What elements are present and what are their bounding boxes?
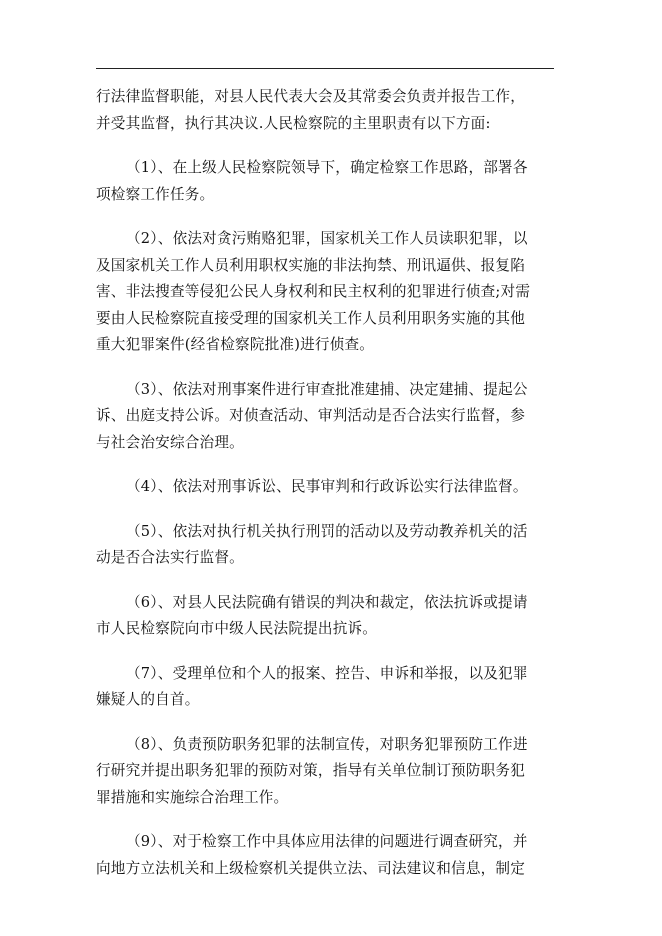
- text-line: 要由人民检察院直接受理的国家机关工作人员利用职务实施的其他: [96, 309, 526, 327]
- list-item-7: [96, 661, 566, 714]
- list-item-5: [96, 519, 566, 572]
- text-line: （9）、对于检察工作中具体应用法律的问题进行调查研究，并: [126, 833, 528, 850]
- text-line: （1）、在上级人民检察院领导下，确定检察工作思路，部署各: [126, 159, 528, 176]
- text-line: 向地方立法机关和上级检察机关提供立法、司法建议和信息，制定: [96, 859, 526, 877]
- text-line: （3）、依法对刑事案件进行审查批准建捕、决定建捕、提起公: [126, 380, 528, 398]
- text-line: 市人民检察院向市中级人民法院提出抗诉。: [96, 620, 378, 637]
- text-line: 罪措施和实施综合治理工作。: [96, 788, 289, 806]
- list-item-8: [96, 732, 566, 812]
- text-line: （8）、负责预防职务犯罪的法制宣传，对职务犯罪预防工作进: [126, 735, 528, 753]
- list-item-3: [96, 377, 566, 457]
- text-line: 并受其监督，执行其决议.人民检察院的主里职责有以下方面:: [96, 114, 491, 132]
- list-item-1: [96, 155, 566, 208]
- text-line: （2）、依法对贪污贿赂犯罪，国家机关工作人员读职犯罪，以: [126, 230, 528, 247]
- text-line: （5）、依法对执行机关执行刑罚的活动以及劳动教养机关的活: [126, 522, 528, 540]
- header-rule: [96, 68, 554, 69]
- list-item-6: [96, 590, 566, 643]
- document-body: [96, 84, 566, 882]
- list-item-2: [96, 226, 566, 359]
- text-line: 行法律监督职能，对县人民代表大会及其常委会负责并报告工作，: [96, 88, 526, 105]
- text-line: 诉、出庭支持公诉。对侦查活动、审判活动是否合法实行监督，参: [96, 407, 526, 424]
- text-line: 与社会治安综合治理。: [96, 433, 244, 451]
- text-line: 害、非法搜查等侵犯公民人身权利和民主权利的犯罪进行侦查;对需: [96, 283, 531, 300]
- text-line: 项检察工作任务。: [96, 185, 215, 203]
- text-line: 行研究并提出职务犯罪的预防对策，指导有关单位制订预防职务犯: [96, 762, 526, 779]
- text-line: 动是否合法实行监督。: [96, 549, 244, 566]
- text-line: 嫌疑人的自首。: [96, 691, 200, 708]
- text-line: 及国家机关工作人员利用职权实施的非法拘禁、刑讯逼供、报复陷: [96, 256, 526, 274]
- intro-paragraph: [96, 84, 566, 137]
- list-item-9: [96, 829, 566, 882]
- text-line: （7）、受理单位和个人的报案、控告、申诉和举报，以及犯罪: [126, 664, 528, 682]
- text-line: 重大犯罪案件(经省检察院批准)进行侦查。: [96, 336, 375, 353]
- text-line: （6）、对县人民法院确有错误的判决和裁定，依法抗诉或提请: [126, 593, 528, 611]
- list-item-4: [96, 474, 566, 501]
- text-line: （4）、依法对刑事诉讼、民事审判和行政诉讼实行法律监督。: [126, 478, 528, 495]
